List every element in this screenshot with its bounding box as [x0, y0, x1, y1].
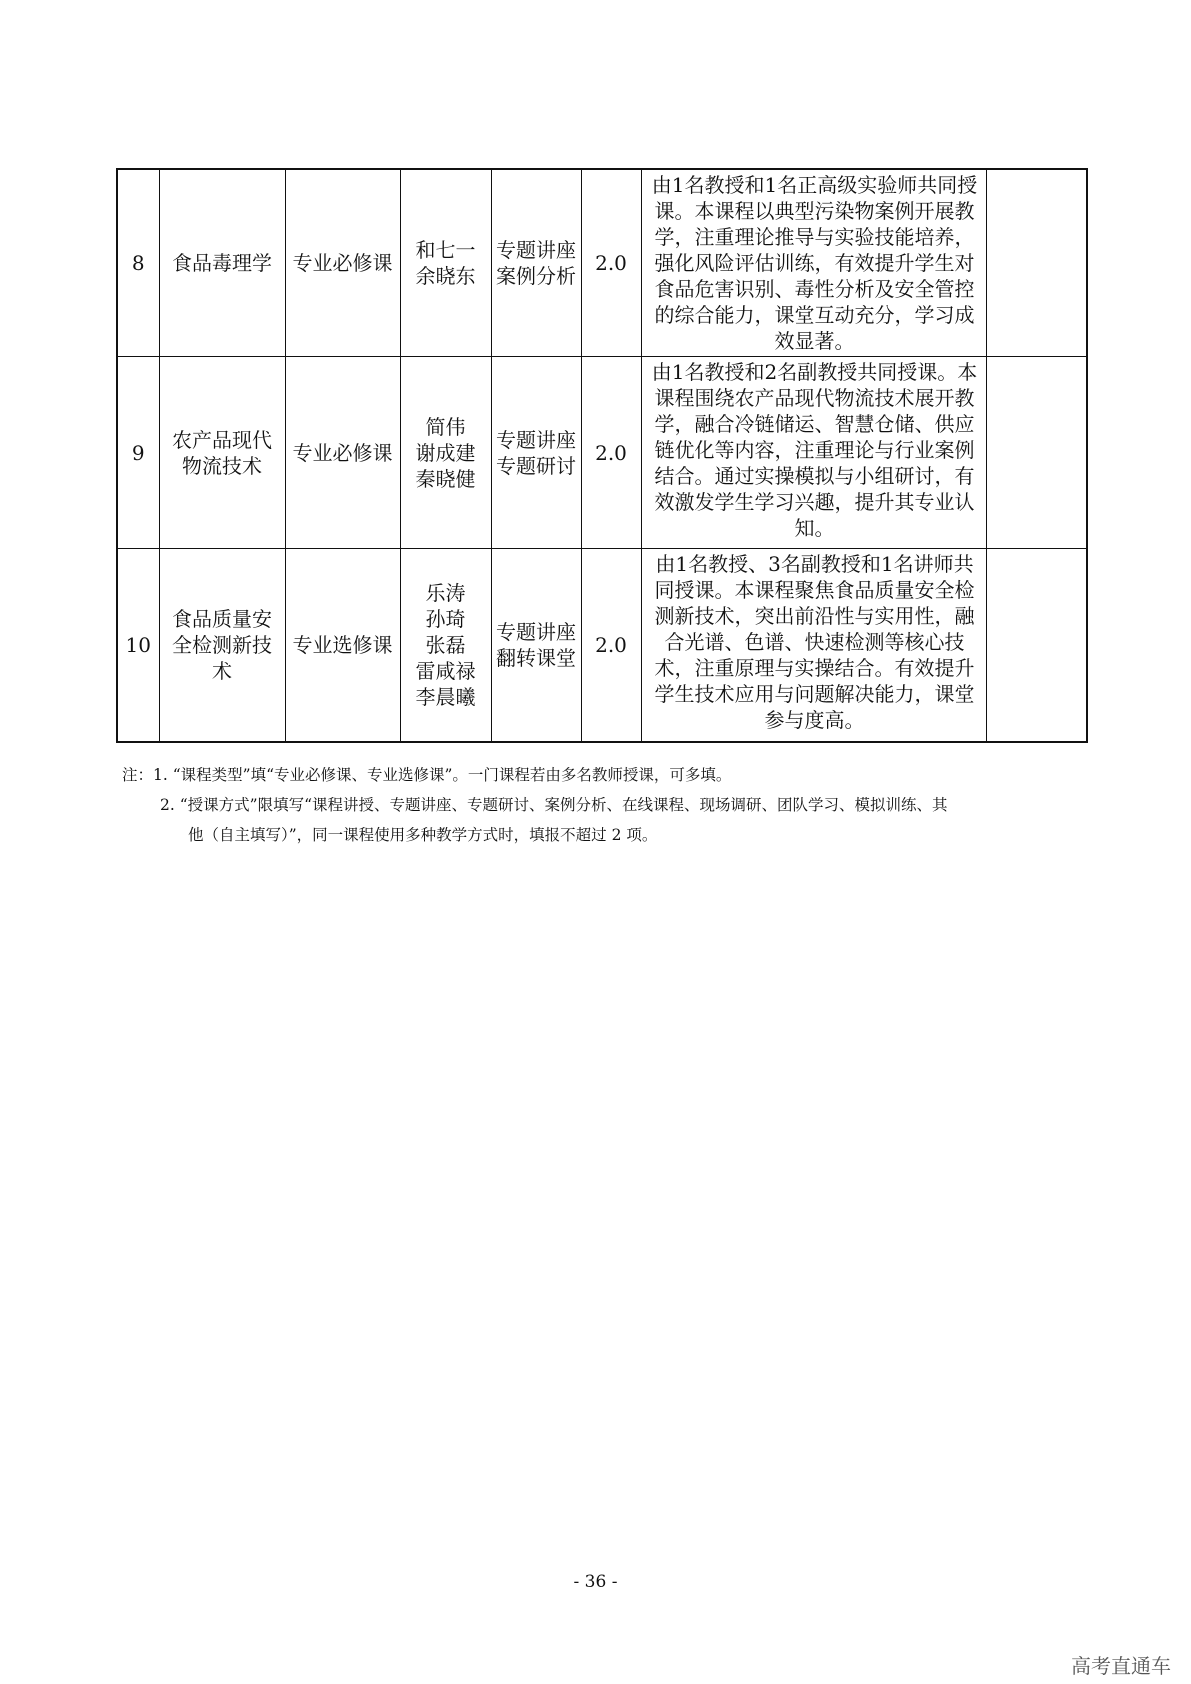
course-name: 食品毒理学 [159, 169, 285, 357]
note-line-2: 2. “授课方式”限填写“课程讲授、专题讲座、专题研讨、案例分析、在线课程、现场调研、团队学习、模拟训练、其 [160, 796, 948, 814]
extra-cell [986, 357, 1087, 549]
teaching-methods: 专题讲座 案例分析 [491, 169, 581, 357]
teachers: 乐涛 孙琦 张磊 雷咸禄 李晨曦 [400, 549, 491, 742]
extra-cell [986, 549, 1087, 742]
course-description: 由1名教授、3名副教授和1名讲师共同授课。本课程聚焦食品质量安全检测新技术，突出前沿性与实用性，融合光谱、色谱、快速检测等核心技术，注重原理与实操结合。有效提升学生技术应用与问题解决能力，课堂参与度高。 [641, 549, 986, 742]
row-number: 8 [117, 169, 159, 357]
course-description: 由1名教授和1名正高级实验师共同授课。本课程以典型污染物案例开展教学，注重理论推导与实验技能培养，强化风险评估训练，有效提升学生对食品危害识别、毒性分析及安全管控的综合能力，课堂互动充分，学习成效显著。 [641, 169, 986, 357]
teaching-methods: 专题讲座 翻转课堂 [491, 549, 581, 742]
table-row [117, 169, 1087, 357]
course-type: 专业选修课 [285, 549, 400, 742]
note-line-3: 他（自主填写）”，同一课程使用多种教学方式时，填报不超过 2 项。 [188, 826, 658, 844]
row-number: 10 [117, 549, 159, 742]
page-number: - 36 - [573, 1572, 618, 1592]
row-number: 9 [117, 357, 159, 549]
teachers: 和七一 余晓东 [400, 169, 491, 357]
extra-cell [986, 169, 1087, 357]
table-row [117, 357, 1087, 549]
teachers: 简伟 谢成建 秦晓健 [400, 357, 491, 549]
teaching-methods: 专题讲座 专题研讨 [491, 357, 581, 549]
note-line-1: 注：1. “课程类型”填“专业必修课、专业选修课”。一门课程若由多名教师授课，可多填。 [122, 766, 732, 784]
table-row [117, 549, 1087, 742]
course-description: 由1名教授和2名副教授共同授课。本课程围绕农产品现代物流技术展开教学，融合冷链储运、智慧仓储、供应链优化等内容，注重理论与行业案例结合。通过实操模拟与小组研讨，有效激发学生学习兴趣，提升其专业认知。 [641, 357, 986, 549]
table-notes [122, 760, 1082, 850]
course-name: 农产品现代 物流技术 [159, 357, 285, 549]
watermark-text: 高考直通车 [1071, 1654, 1171, 1678]
credit: 2.0 [581, 357, 641, 549]
course-type: 专业必修课 [285, 169, 400, 357]
course-table [116, 168, 1088, 743]
credit: 2.0 [581, 169, 641, 357]
course-name: 食品质量安 全检测新技 术 [159, 549, 285, 742]
credit: 2.0 [581, 549, 641, 742]
course-type: 专业必修课 [285, 357, 400, 549]
